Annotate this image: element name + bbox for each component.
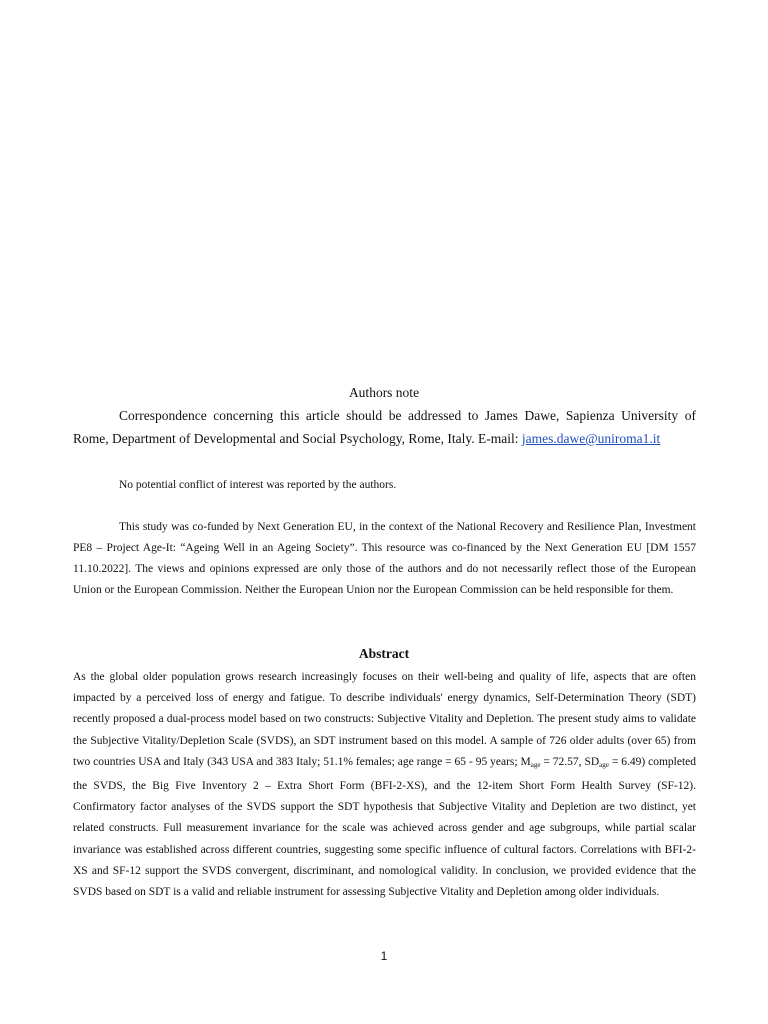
conflict-of-interest-statement: No potential conflict of interest was reported by the authors. [119,479,397,491]
subscript-age-sd: age [599,760,609,769]
funding-statement: This study was co-funded by Next Generation EU, in the context of the National Recovery and Resilience Plan, Investment PE8 – Project Age-It: “Ageing Well in an Ageing Society”. This resource was co-financed by the Next Generation EU [DM 1557 11.10.2022]. The views and opinions expressed are only those of the authors and do not necessarily reflect those of the European Union or the European Commission. Neither the European Union nor the European Commission can be held responsible for them. [73,521,696,596]
abstract-text-part-3: = 6.49) completed the SVDS, the Big Five Inventory 2 – Extra Short Form (BFI-2-XS), and the 12-item Short Form Health Survey (SF-12). Confirmatory factor analyses of the SVDS support the SDT hypothesis that Subjective Vitality and Depletion are two distinct, yet related constructs. Full measurement invariance for the scale was achieved across gender and age subgroups, while partial scalar invariance was established across different countries, suggesting some specific influence of cultural factors. Correlations with BFI-2-XS and SF-12 support the SVDS convergent, discriminant, and nomological validity. In conclusion, we provided evidence that the SVDS based on SDT is a valid and reliable instrument for assessing Subjective Vitality and Depletion among older individuals. [73,755,697,899]
subscript-age-mean: age [530,760,541,769]
authors-note-heading: Authors note [348,385,420,400]
page-number: 1 [380,949,388,963]
email-link[interactable]: james.dawe@uniroma1.it [521,431,661,446]
correspondence-paragraph [73,404,696,450]
abstract-text-part-1: As the global older population grows research increasingly focuses on their well-being and quality of life, aspects that are often impacted by a perceived loss of energy and fatigue. To describe individuals' energy dynamics, Self-Determination Theory (SDT) recently proposed a dual-process model based on two constructs: Subjective Vitality and Depletion. The present study aims to validate the Subjective Vitality/Depletion Scale (SVDS), an SDT instrument based on this model. A sample of 726 older adults (over 65) from two countries USA and Italy (343 USA and 383 Italy; 51.1% females; age range = 65 - 95 years; M [73,671,696,768]
abstract-body [73,667,696,903]
abstract-text-part-2: = 72.57, SD [540,755,600,768]
correspondence-text: Correspondence concerning this article should be addressed to James Dawe, Sapienza University of Rome, Department of Developmental and Social Psychology, Rome, Italy. E-mail: [73,408,696,446]
abstract-heading: Abstract [358,646,410,661]
